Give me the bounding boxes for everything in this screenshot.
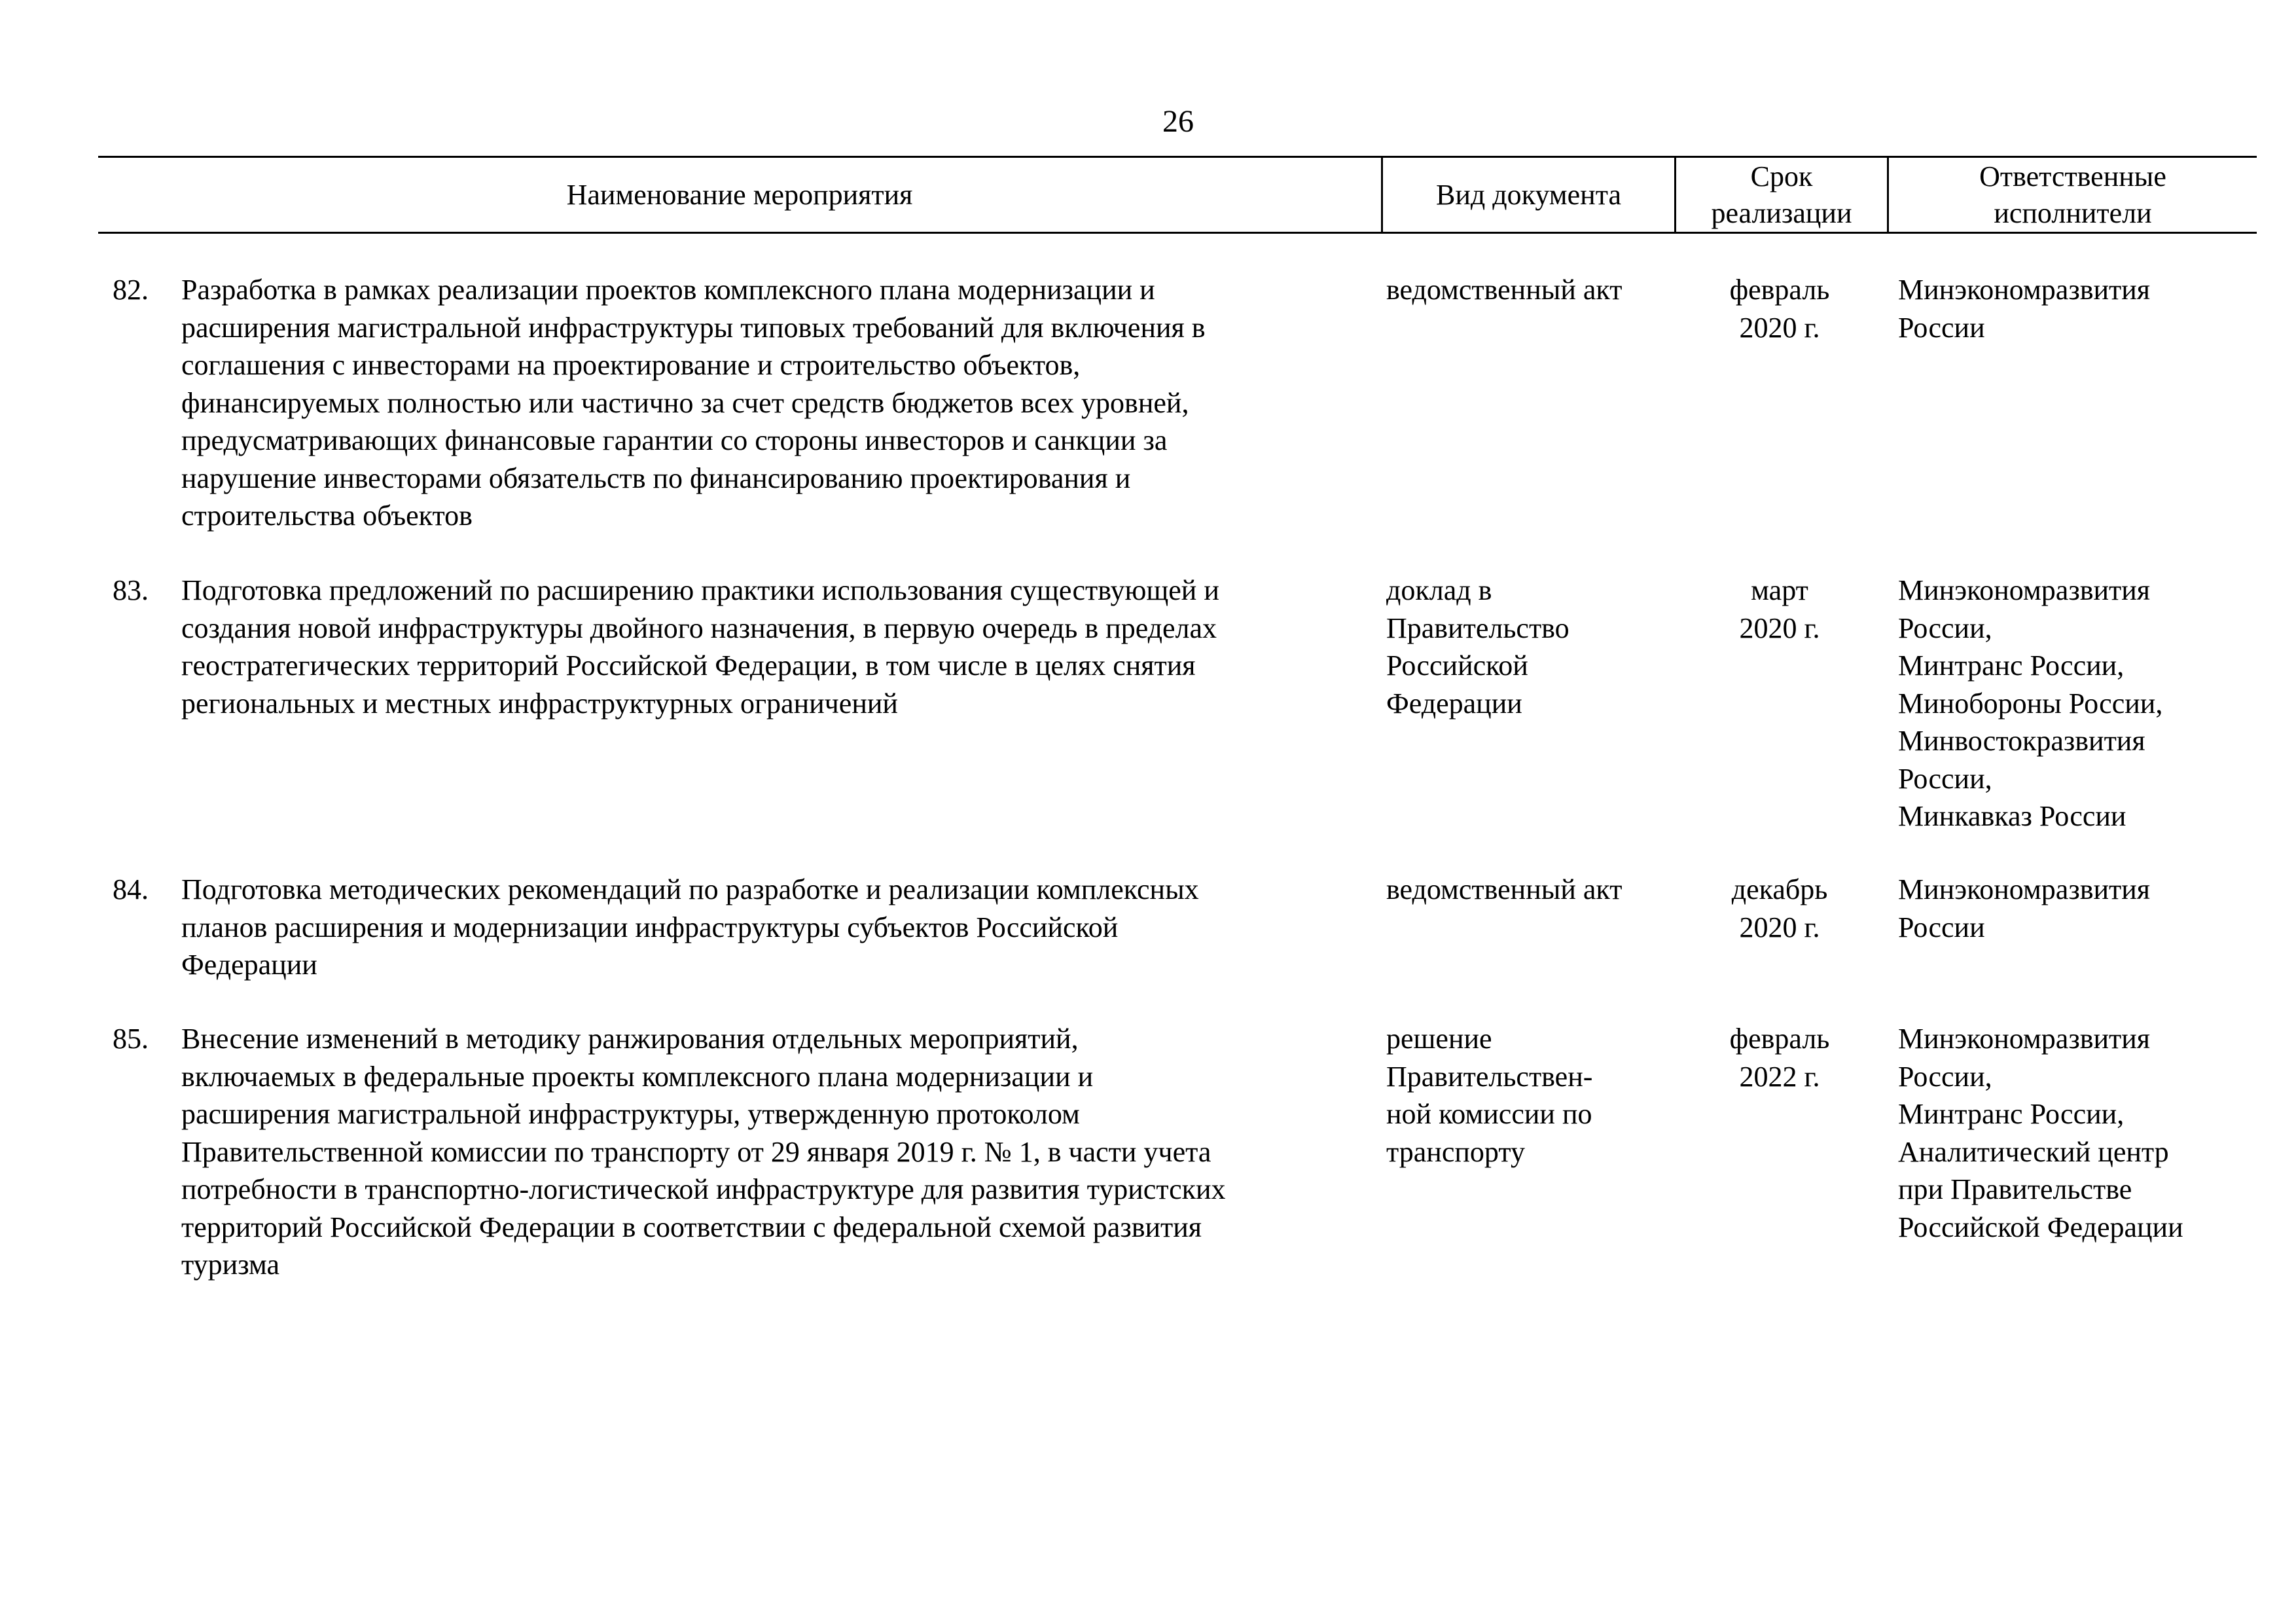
responsible-executors: Минэкономразвития России — [1898, 873, 2151, 943]
page-number: 26 — [1162, 104, 1194, 139]
implementation-term: февраль 2020 г. — [1729, 274, 1830, 344]
implementation-term: февраль 2022 г. — [1729, 1023, 1830, 1093]
document-type: ведомственный акт — [1386, 274, 1623, 306]
row-number: 85. — [113, 1023, 149, 1055]
row-number: 83. — [113, 574, 149, 606]
measure-name: Подготовка предложений по расширению практики использования существующей и создания новой инфраструктуры двойного назначения, в первую очередь в пределах геостратегических территорий Российской Федерации, в том числе в целях снятия региональных и местных инфраструктурных ограничений — [181, 574, 1219, 720]
measure-name: Разработка в рамках реализации проектов комплексного плана модернизации и расширения магистральной инфраструктуры типовых требований для включения в соглашения с инвесторами на проектирование и строительство объектов, финансируемых полностью или частично за счет средств бюджетов всех уровней, предусматривающих финансовые гарантии со стороны инвесторов и санкции за нарушение инвесторами обязательств по финансированию проектирования и строительства объектов — [181, 274, 1206, 532]
document-type: ведомственный акт — [1386, 873, 1623, 905]
row-number: 84. — [113, 873, 149, 905]
implementation-term: декабрь 2020 г. — [1731, 873, 1828, 943]
document-type: доклад в Правительство Российской Федерации — [1386, 574, 1570, 720]
table-header-bottom-rule — [98, 232, 2257, 234]
header-doc-type: Вид документа — [1435, 178, 1622, 211]
header-name: Наименование мероприятия — [566, 178, 913, 211]
implementation-term: март 2020 г. — [1739, 574, 1820, 644]
responsible-executors: Минэкономразвития России — [1898, 274, 2151, 344]
responsible-executors: Минэкономразвития России, Минтранс России, Минобороны России, Минвостокразвития России, Минкавказ России — [1898, 574, 2163, 832]
document-type: решение Правительствен- ной комиссии по транспорту — [1386, 1023, 1593, 1168]
header-responsible: Ответственные исполнители — [1979, 160, 2166, 229]
measure-name: Подготовка методических рекомендаций по разработке и реализации комплексных планов расширения и модернизации инфраструктуры субъектов Российской Федерации — [181, 873, 1199, 981]
measure-name: Внесение изменений в методику ранжирования отдельных мероприятий, включаемых в федеральные проекты комплексного плана модернизации и расширения магистральной инфраструктуры, утвержденную протоколом Правительственной комиссии по транспорту от 29 января 2019 г. № 1, в части учета потребности в транспортно-логистической инфраструктуре для развития туристских территорий Российской Федерации в соответствии с федеральной схемой развития туризма — [181, 1023, 1226, 1281]
header-term: Срок реализации — [1711, 160, 1852, 229]
row-number: 82. — [113, 274, 149, 306]
responsible-executors: Минэкономразвития России, Минтранс России, Аналитический центр при Правительстве Российской Федерации — [1898, 1023, 2183, 1243]
